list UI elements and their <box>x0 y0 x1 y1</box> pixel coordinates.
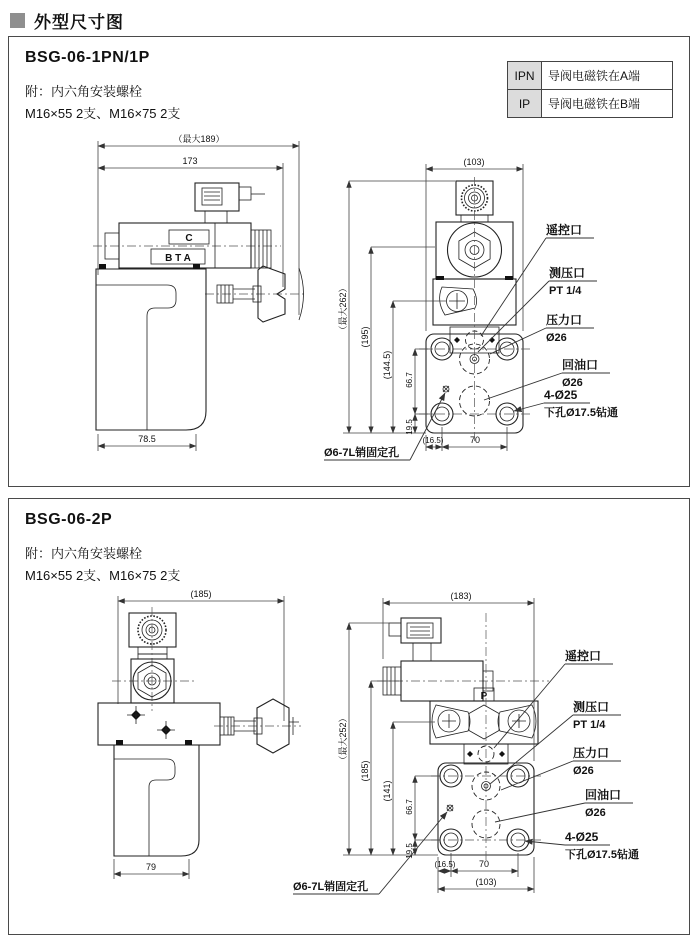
legend-key-ip: IP <box>508 90 542 117</box>
callout-pressure-port-sub: Ø26 <box>573 765 594 777</box>
callout-pressure-port: 压力口 <box>573 746 610 760</box>
callout-return-port: 回油口 <box>562 358 599 372</box>
bolt-note: 附：内六角安装螺栓 <box>25 546 143 561</box>
valve-cover-front <box>430 701 538 744</box>
dim-side-base-width: 78.5 <box>138 434 156 444</box>
pin-hole <box>443 386 449 392</box>
dim-front-max-height: （最大262） <box>338 283 348 335</box>
side-view-dimensions <box>98 133 299 451</box>
callout-gauge-port-sub: PT 1/4 <box>549 285 582 297</box>
callout-remote-port: 遥控口 <box>565 649 602 663</box>
page-header <box>10 8 124 33</box>
legend-desc-ipn: 导阀电磁铁在A端 <box>542 62 672 90</box>
dim-side-width: 173 <box>182 156 198 166</box>
callout-gauge-port: 测压口 <box>573 700 610 714</box>
dim-front-h-holes: 66.7 <box>405 799 414 815</box>
dim-side-base-width: 79 <box>145 862 157 872</box>
handwheel-side <box>205 266 307 322</box>
dim-front-h-plate: (144.5) <box>382 350 392 380</box>
dim-front-b-edge: (16.5) <box>434 860 456 869</box>
dim-front-b-width: (103) <box>475 877 497 887</box>
panel-bsg-06-2p <box>8 498 690 935</box>
dim-front-h-base: 19.5 <box>405 419 414 435</box>
legend-key-ipn: IPN <box>508 62 542 90</box>
callout-gauge-port-sub: PT 1/4 <box>573 719 606 731</box>
valve-front-view-1p <box>324 157 618 460</box>
callout-bolt-holes: 4-Ø25 <box>544 388 578 402</box>
pin-hole <box>447 805 453 811</box>
din-connector-side <box>389 618 441 661</box>
tag-c-plate: C <box>185 233 193 244</box>
bolt-spec-note: M16×55 2支、M16×75 2支 <box>25 568 181 583</box>
solenoid-position-legend <box>507 61 673 118</box>
dim-front-top-width: (103) <box>463 157 485 167</box>
dim-front-b-holes: 70 <box>478 859 490 869</box>
model-title: BSG-06-1PN/1P <box>25 49 150 66</box>
din-connector-side <box>195 183 265 223</box>
dim-front-h-holes: 66.7 <box>405 372 414 388</box>
mounting-base-front <box>419 177 530 441</box>
tag-bta-plate: B T A <box>165 253 191 264</box>
callout-pin-hole: Ø6-7L销固定孔 <box>293 881 369 893</box>
dim-front-h-plate: (141) <box>382 780 392 802</box>
dim-front-b-edge: (16.5) <box>422 436 444 445</box>
solenoid-end-view <box>112 607 194 711</box>
dim-side-max-width: (185) <box>190 589 212 599</box>
bolt-note: 附：内六角安装螺栓 <box>25 84 143 99</box>
handwheel-side <box>214 699 301 753</box>
mounting-base-front <box>431 613 541 863</box>
valve-side-view-1p <box>93 133 307 451</box>
coil-ribbed-end <box>251 230 271 268</box>
pilot-body-side <box>98 703 220 745</box>
page-title: 外型尺寸图 <box>34 13 124 32</box>
dim-front-h-base: 19.5 <box>405 843 414 859</box>
valve-side-view-2p <box>98 589 301 879</box>
bolt-spec-note: M16×55 2支、M16×75 2支 <box>25 106 181 121</box>
solenoid-side <box>377 661 549 701</box>
callout-bolt-holes-sub: 下孔Ø17.5钻通 <box>565 849 639 861</box>
panel-bsg-06-1pn-1p <box>8 36 690 487</box>
dim-front-h-solenoid: (185) <box>360 760 370 782</box>
dim-side-max-width: （最大189） <box>173 134 225 144</box>
front-view-dimensions <box>337 591 534 893</box>
valve-front-view-2p <box>293 591 639 894</box>
front-view-dimensions <box>337 157 523 451</box>
callout-bolt-holes: 4-Ø25 <box>565 830 599 844</box>
dim-front-top-width: (183) <box>450 591 472 601</box>
callout-return-port-sub: Ø26 <box>562 377 583 389</box>
callout-gauge-port: 测压口 <box>549 266 586 280</box>
callout-pressure-port: 压力口 <box>546 313 583 327</box>
callout-return-port: 回油口 <box>585 788 622 802</box>
dim-front-h-solenoid: (195) <box>360 326 370 348</box>
main-valve-body-side <box>114 740 199 856</box>
section-marker-square <box>10 13 25 28</box>
callout-remote-port: 遥控口 <box>546 223 583 237</box>
model-title: BSG-06-2P <box>25 511 113 528</box>
main-valve-body-side <box>96 264 206 430</box>
callout-pressure-port-sub: Ø26 <box>546 332 567 344</box>
legend-desc-ip: 导阀电磁铁在B端 <box>548 97 641 111</box>
din-connector-front <box>129 613 176 659</box>
dim-front-b-holes: 70 <box>469 435 481 445</box>
dim-front-max-height: （最大252） <box>338 713 348 765</box>
callout-return-port-sub: Ø26 <box>585 807 606 819</box>
callout-bolt-holes-sub: 下孔Ø17.5钻通 <box>544 407 618 419</box>
tag-p-plate: P <box>480 691 488 702</box>
callout-pin-hole: Ø6-7L销固定孔 <box>324 447 400 459</box>
port-callouts <box>293 648 639 894</box>
